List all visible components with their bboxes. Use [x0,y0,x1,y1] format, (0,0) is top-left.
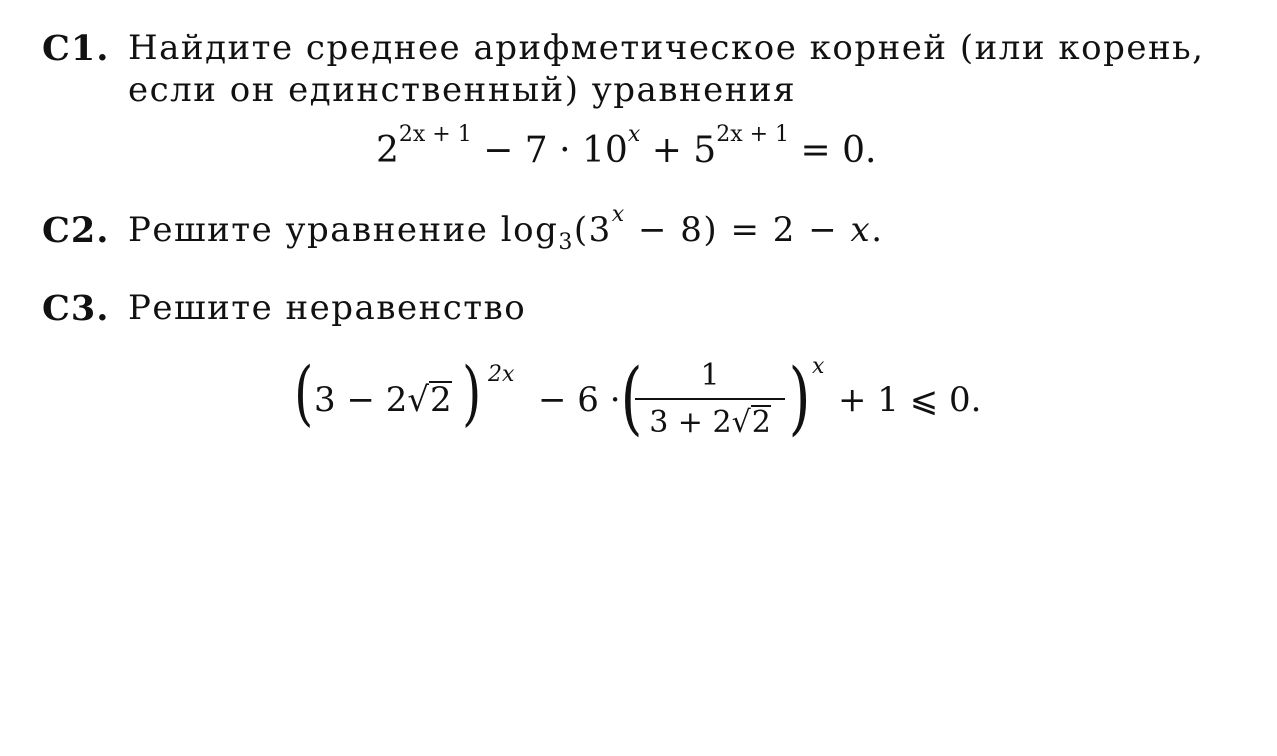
c3-exponent-1: 2x [488,362,515,387]
problem-c3-text: Решите неравенство [128,288,527,328]
c1-exponent-2: x [627,122,641,147]
c3-sqrt-symbol: √ [407,380,430,420]
c2-end: . [871,210,884,250]
c2-open: (3 [573,210,612,250]
problem-c1-equation [376,122,877,171]
c1-equals-zero: = 0. [789,130,877,171]
c1-exponent-1: 2x + 1 [398,122,472,147]
c3-den-radicand: 2 [751,405,771,440]
problem-label-c1: С1. [42,28,110,69]
c2-variable: x [850,210,872,250]
problem-c3-inequality [290,350,990,460]
c3-frac-right-paren: ) [788,351,811,444]
c2-middle: − 8) = 2 − [625,210,851,250]
problem-c2-line [128,202,884,255]
c3-den-sqrt-symbol: √ [731,405,751,440]
c1-plus-five: + 5 [640,130,717,171]
c2-exponent: x [611,202,626,227]
c2-log-base: 3 [558,230,574,255]
c3-three-minus-two-sqrt [314,380,452,420]
c3-left-paren: ( [294,352,314,434]
c1-exponent-3: 2x + 1 [716,122,790,147]
c3-radicand: 2 [430,380,452,420]
problem-c1-text-line-2: если он единственный) уравнения [128,70,797,110]
c3-numerator: 1 [700,358,720,393]
c1-minus-seven-ten: − 7 · 10 [471,130,628,171]
c3-fraction [635,356,785,444]
c3-tail: + 1 ⩽ 0. [838,380,982,420]
problem-c1-text-line-1: Найдите среднее арифметическое корней (или корень, [128,28,1205,68]
c1-base-two: 2 [376,130,399,171]
c3-sqrt [407,380,451,420]
c3-fraction-bar [635,398,785,400]
c3-exponent-2: x [812,354,825,379]
c3-den-sqrt [732,402,771,444]
problem-label-c3: С3. [42,288,110,329]
c3-right-paren: ) [462,352,482,434]
problem-label-c2: С2. [42,210,110,251]
c3-den-three-plus-two: 3 + 2 [649,405,732,440]
c3-frac-left-paren: ( [620,351,643,444]
c3-minus-six: − 6 · [538,380,621,420]
problem-c2-text: Решите уравнение [128,210,501,250]
c3-three-minus-two: 3 − 2 [314,380,408,420]
c2-log: log [500,210,559,250]
c3-denominator [635,402,785,444]
